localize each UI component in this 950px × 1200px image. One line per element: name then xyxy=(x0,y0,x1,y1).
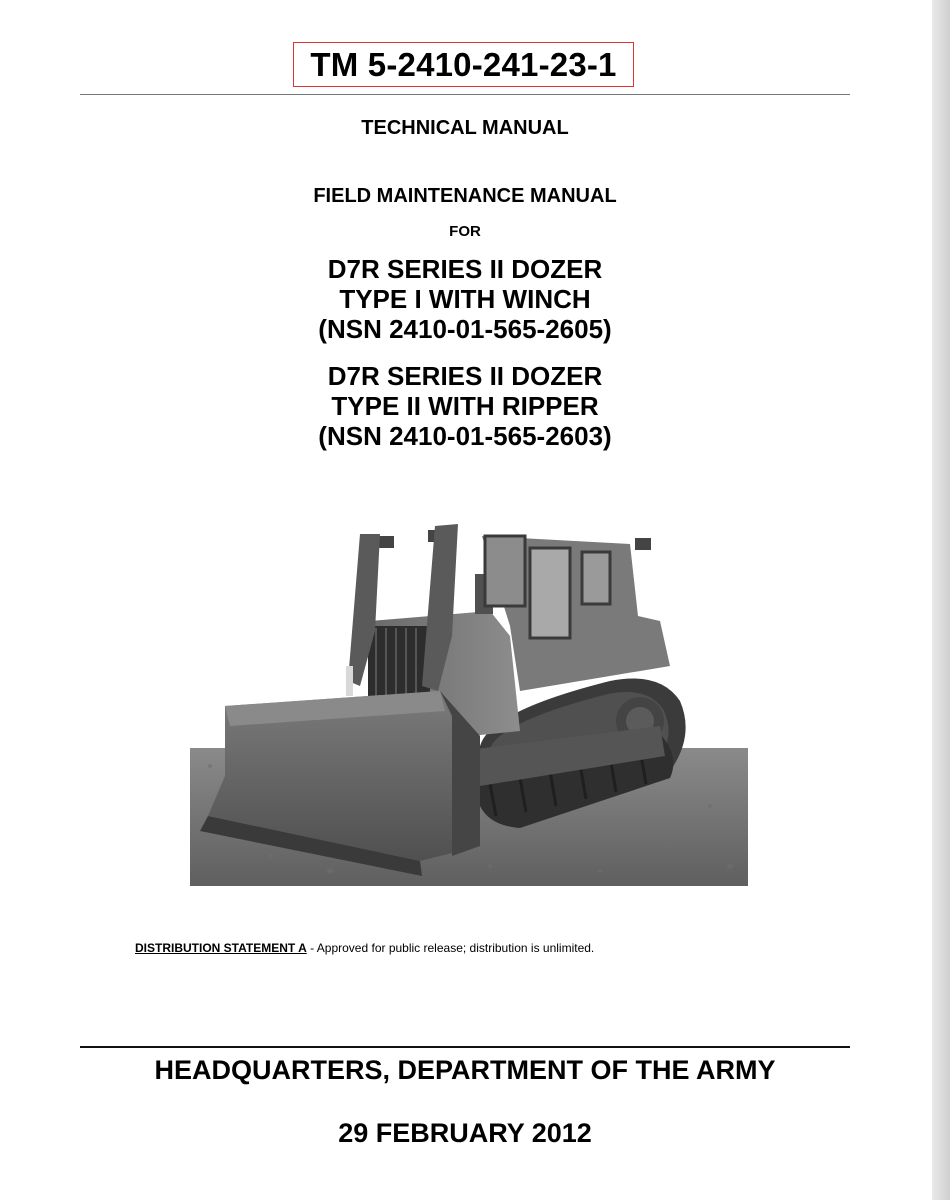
top-divider xyxy=(80,94,850,95)
for-label: FOR xyxy=(449,223,481,240)
vehicle-block-1 xyxy=(80,254,850,344)
bottom-divider xyxy=(80,1046,850,1048)
vehicle-2-type: TYPE II WITH RIPPER xyxy=(331,391,599,421)
publication-date: 29 FEBRUARY 2012 xyxy=(338,1118,592,1148)
vehicle-1-model: D7R SERIES II DOZER xyxy=(327,254,603,284)
vehicle-2-nsn: (NSN 2410-01-565-2603) xyxy=(318,421,612,451)
manual-type: TECHNICAL MANUAL xyxy=(361,117,569,139)
tm-number: TM 5-2410-241-23-1 xyxy=(293,42,634,87)
manual-subtitle: FIELD MAINTENANCE MANUAL xyxy=(313,185,617,207)
distribution-statement xyxy=(135,941,594,955)
vehicle-1-type: TYPE I WITH WINCH xyxy=(339,284,591,314)
organization: HEADQUARTERS, DEPARTMENT OF THE ARMY xyxy=(154,1055,776,1085)
distribution-text: - Approved for public release; distribution is unlimited. xyxy=(306,941,595,955)
scrollbar-edge xyxy=(932,0,950,1200)
vehicle-2-model: D7R SERIES II DOZER xyxy=(327,361,603,391)
vehicle-1-nsn: (NSN 2410-01-565-2605) xyxy=(318,314,612,344)
bulldozer-photo xyxy=(190,516,748,886)
distribution-label: DISTRIBUTION STATEMENT A xyxy=(135,941,307,955)
vehicle-block-2 xyxy=(80,361,850,451)
